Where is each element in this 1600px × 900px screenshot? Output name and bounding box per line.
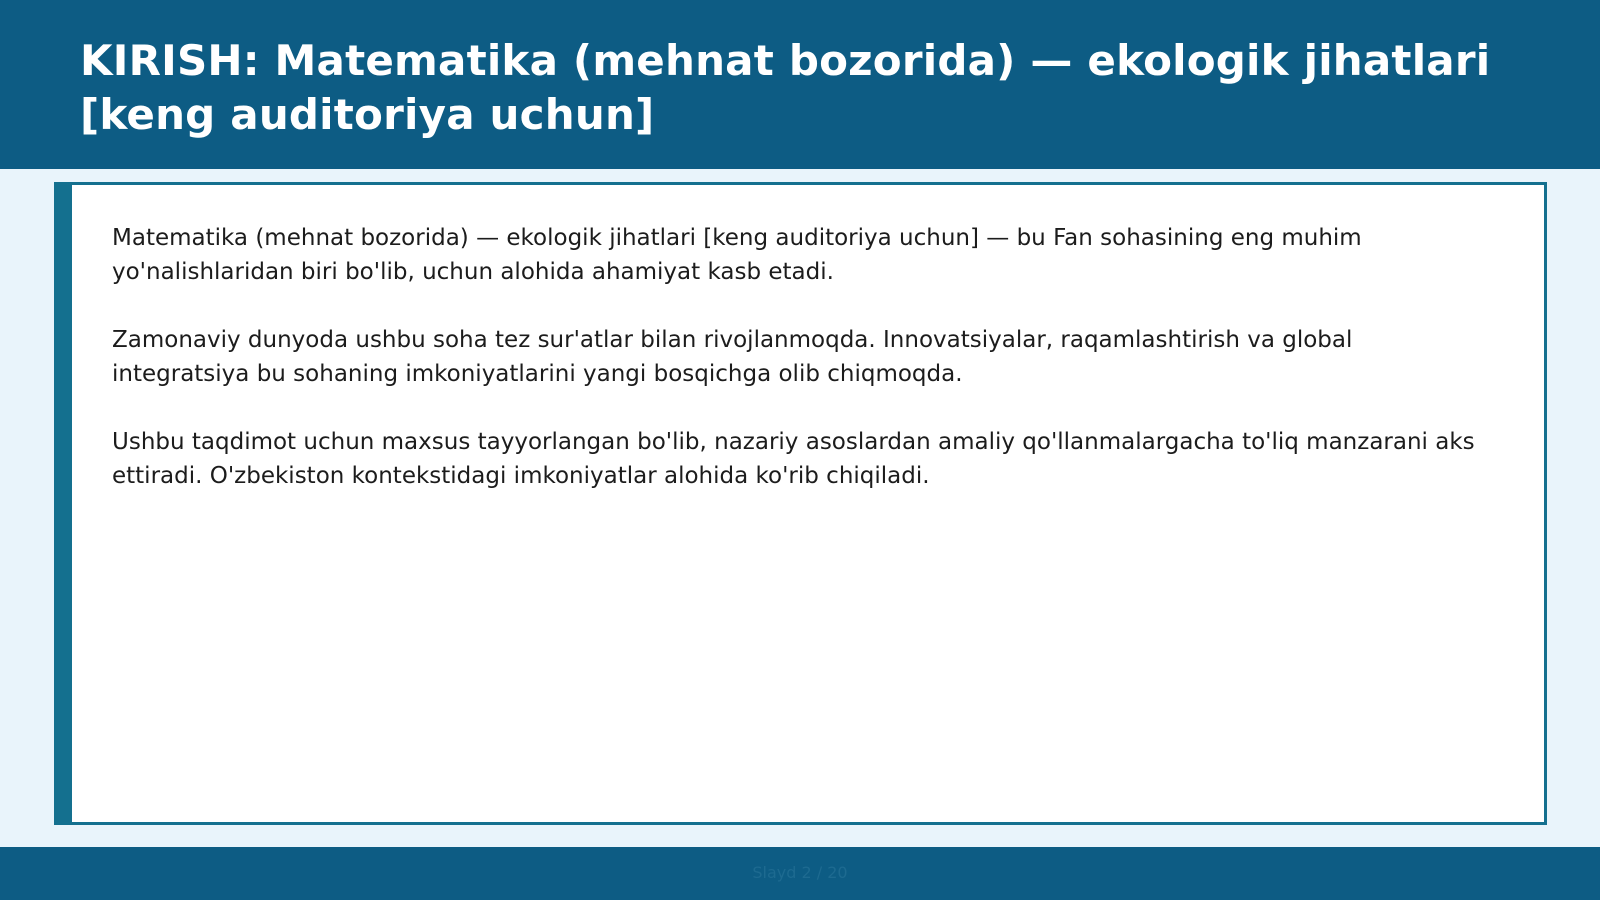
slide-number: Slayd 2 / 20	[752, 863, 848, 882]
presentation-scope-paragraph: Ushbu taqdimot uchun maxsus tayyorlangan bo'lib, nazariy asoslardan amaliy qo'llanmalargacha to'liq manzarani aks ettiradi. O'zbekiston kontekstidagi imkoniyatlar alohida ko'rib chiqiladi.	[112, 429, 1475, 489]
intro-paragraph: Matematika (mehnat bozorida) — ekologik jihatlari [keng auditoriya uchun] — bu Fan sohasining eng muhim yo'nalishlaridan biri bo'lib, uchun alohida ahamiyat kasb etadi.	[112, 225, 1362, 285]
modern-world-paragraph: Zamonaviy dunyoda ushbu soha tez sur'atlar bilan rivojlanmoqda. Innovatsiyalar, raqamlashtirish va global integratsiya bu sohaning imkoniyatlarini yangi bosqichga olib chiqmoqda.	[112, 327, 1353, 387]
slide-footer	[0, 847, 1600, 900]
slide-title: KIRISH: Matematika (mehnat bozorida) — ekologik jihatlari [keng auditoriya uchun]	[80, 36, 1491, 139]
slide-header	[0, 0, 1600, 169]
content-card	[54, 182, 1547, 825]
